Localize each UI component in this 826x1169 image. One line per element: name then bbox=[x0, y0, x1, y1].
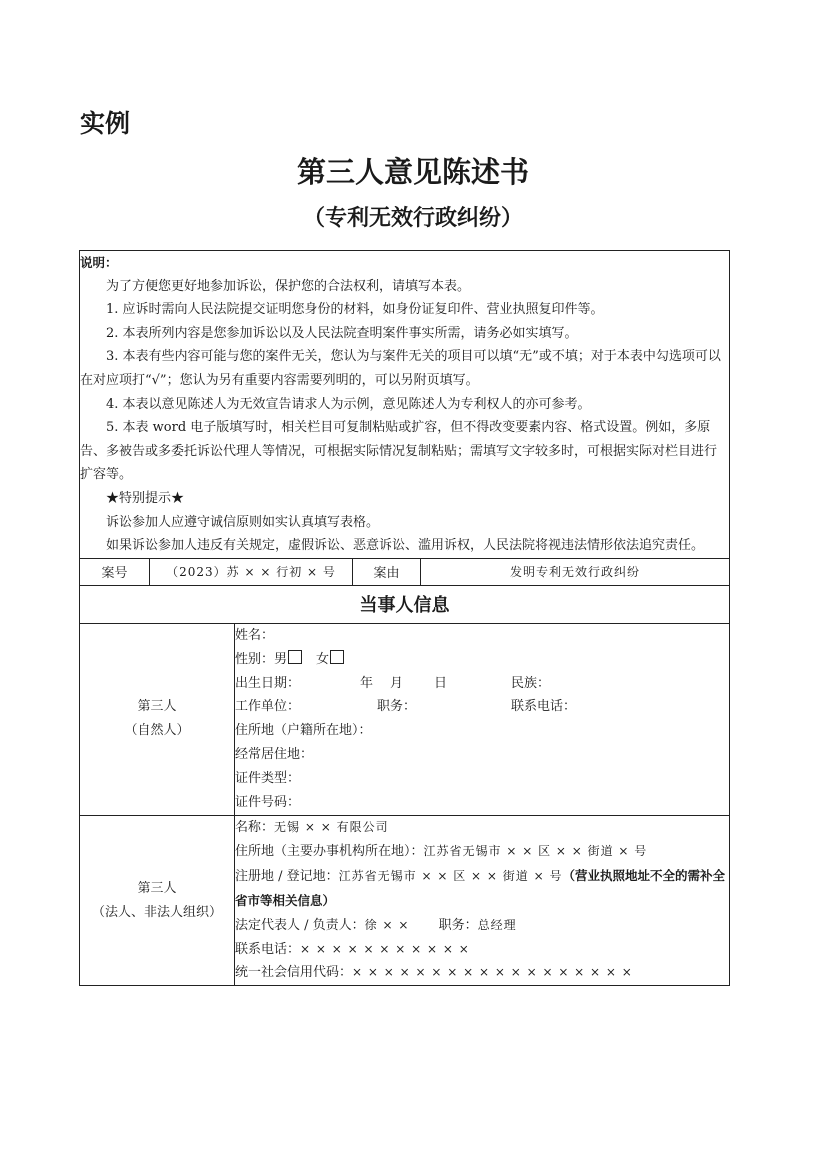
instruction-item-2: 2. 本表所列内容是您参加诉讼以及人民法院查明案件事实所需，请务必如实填写。 bbox=[106, 325, 578, 341]
work-unit-field bbox=[235, 695, 729, 719]
credit-code-label: 统一社会信用代码： bbox=[235, 965, 353, 981]
ethnicity-label: 民族： bbox=[511, 675, 551, 691]
legal-person-label bbox=[80, 815, 235, 985]
company-name-value: 无锡 × × 有限公司 bbox=[274, 819, 389, 834]
phone-label: 联系电话： bbox=[511, 699, 577, 715]
id-type-field: 证件类型： bbox=[235, 771, 301, 787]
work-unit-label: 工作单位： bbox=[235, 699, 301, 715]
legal-person-row bbox=[80, 815, 730, 985]
residence-field: 住所地（户籍所在地）： bbox=[235, 723, 372, 739]
special-notice-title: ★特别提示★ bbox=[106, 490, 185, 506]
male-option-label: 男 bbox=[274, 651, 288, 667]
credit-code-field bbox=[235, 961, 729, 985]
instructions-box bbox=[80, 251, 730, 559]
company-phone-field bbox=[235, 938, 729, 962]
gender-label: 性别： bbox=[235, 651, 275, 667]
legal-representative-field bbox=[235, 914, 729, 938]
case-cause-label: 案由 bbox=[353, 558, 421, 585]
registration-address-note: （营业执照地址不全的需补全省市等相关信息） bbox=[235, 867, 725, 908]
instruction-item-3: 3. 本表有些内容可能与您的案件无关，您认为与案件无关的项目可以填“无”或不填；对于本表中勾选项可以在对应项打“√”；您认为另有重要内容需要列明的，可以另附页填写。 bbox=[80, 349, 721, 388]
company-phone-value: × × × × × × × × × × × bbox=[300, 941, 470, 956]
id-number-field: 证件号码： bbox=[235, 795, 301, 811]
credit-code-value: × × × × × × × × × × × × × × × × × × bbox=[352, 965, 633, 980]
female-checkbox[interactable] bbox=[330, 650, 344, 664]
legal-representative-value: 徐 × × bbox=[364, 917, 410, 932]
legal-representative-label: 法定代表人 / 负责人： bbox=[235, 917, 365, 933]
natural-person-row bbox=[80, 623, 730, 815]
birth-date-label: 出生日期： bbox=[235, 675, 301, 691]
party-info-section-title: 当事人信息 bbox=[80, 585, 730, 623]
example-heading: 实例 bbox=[80, 109, 131, 138]
instruction-item-5: 5. 本表 word 电子版填写时，相关栏目可复制粘贴或扩容，但不得改变要素内容、格式设置。例如，多原告、多被告或多委托诉讼代理人等情况，可根据实际情况复制粘贴；需填写文字较多时，可根据实际对栏目进行扩容等。 bbox=[80, 420, 718, 483]
natural-person-fields bbox=[235, 623, 730, 815]
party-section-row bbox=[80, 585, 730, 623]
company-name-field bbox=[235, 816, 729, 840]
company-address-label: 住所地（主要办事机构所在地）： bbox=[235, 843, 424, 859]
birth-year-label: 年 bbox=[360, 675, 374, 691]
case-number-label: 案号 bbox=[80, 558, 150, 585]
female-option-label: 女 bbox=[316, 651, 330, 667]
legal-person-label-line1: 第三人 bbox=[137, 880, 177, 896]
registration-address-value: 江苏省无锡市 × × 区 × × 街道 × 号 bbox=[338, 868, 563, 883]
legal-person-fields bbox=[235, 815, 730, 985]
representative-position-value: 总经理 bbox=[477, 917, 517, 932]
instructions-label: 说明： bbox=[80, 255, 118, 270]
registration-address-label: 注册地 / 登记地： bbox=[235, 868, 339, 884]
case-number-value: （2023）苏 × × 行初 × 号 bbox=[150, 558, 353, 585]
registration-address-field bbox=[235, 864, 729, 914]
statement-form bbox=[79, 250, 730, 986]
male-checkbox[interactable] bbox=[288, 650, 302, 664]
company-address-field bbox=[235, 840, 729, 864]
natural-person-label bbox=[80, 623, 235, 815]
natural-person-label-line2: （自然人） bbox=[124, 723, 190, 739]
name-field: 姓名： bbox=[235, 627, 275, 643]
natural-person-label-line1: 第三人 bbox=[137, 699, 177, 715]
position-label: 职务： bbox=[377, 699, 417, 715]
special-notice-item-1: 诉讼参加人应遵守诚信原则如实认真填写表格。 bbox=[106, 514, 380, 530]
birth-day-label: 日 bbox=[434, 675, 448, 691]
habitual-residence-field: 经常居住地： bbox=[235, 747, 314, 763]
instructions-intro: 为了方便您更好地参加诉讼，保护您的合法权利，请填写本表。 bbox=[106, 278, 471, 294]
case-cause-value: 发明专利无效行政纠纷 bbox=[421, 558, 730, 585]
instruction-item-4: 4. 本表以意见陈述人为无效宣告请求人为示例，意见陈述人为专利权人的亦可参考。 bbox=[106, 396, 591, 412]
document-title: 第三人意见陈述书 bbox=[296, 155, 529, 189]
document-subtitle: （专利无效行政纠纷） bbox=[302, 206, 523, 231]
birth-date-field bbox=[235, 672, 729, 696]
birth-month-label: 月 bbox=[390, 675, 404, 691]
company-address-value: 江苏省无锡市 × × 区 × × 街道 × 号 bbox=[423, 843, 648, 858]
legal-person-label-line2: （法人、非法人组织） bbox=[91, 904, 222, 920]
instructions-row bbox=[80, 251, 730, 559]
special-notice-item-2: 如果诉讼参加人违反有关规定，虚假诉讼、恶意诉讼、滥用诉权，人民法院将视违法情形依法追究责任。 bbox=[106, 538, 705, 554]
company-name-label: 名称： bbox=[235, 819, 275, 835]
case-info-row bbox=[80, 558, 730, 585]
gender-field bbox=[235, 648, 729, 672]
company-phone-label: 联系电话： bbox=[235, 941, 301, 957]
representative-position-label: 职务： bbox=[438, 917, 478, 933]
instruction-item-1: 1. 应诉时需向人民法院提交证明您身份的材料，如身份证复印件、营业执照复印件等。 bbox=[106, 302, 604, 318]
